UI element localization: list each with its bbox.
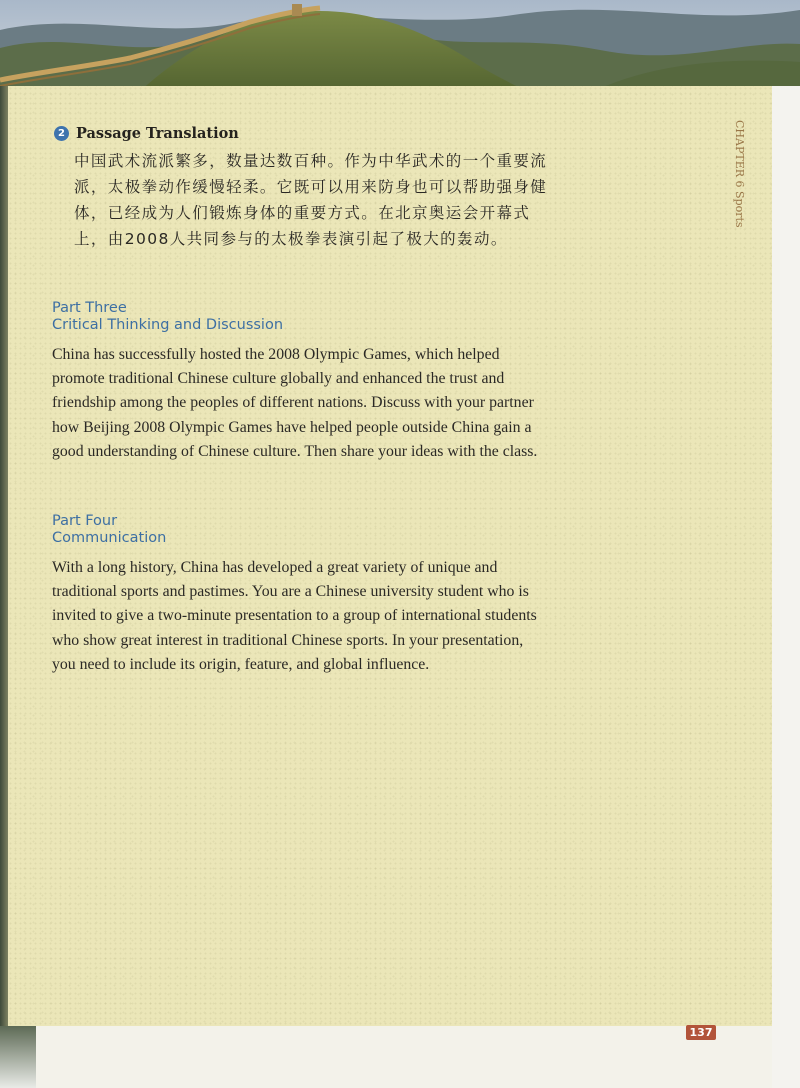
part-four-title: Communication: [52, 530, 167, 547]
part-four-text: With a long history, China has developed a great variety of unique and traditional sports and pastimes. You are a Chinese university student who is invited to give a two-minute presentation to a group of international students who show great interest in traditional Chinese sports. In your presentation, you need to include its origin, feature, and global influence.: [52, 559, 537, 673]
task-number-badge: 2: [54, 126, 69, 141]
part-four-label: Part Four: [52, 513, 118, 530]
chapter-label: CHAPTER 6: [733, 120, 746, 188]
chapter-title: Sports: [733, 191, 746, 228]
part-three-text: China has successfully hosted the 2008 Olympic Games, which helped promote traditional Chinese culture globally and enhanced the trust and friendship among the peoples of different nations. Discuss with your partner how Beijing 2008 Olympic Games have helped people outside China gain a good understanding of Chinese culture. Then share your ideas with the class.: [52, 346, 538, 460]
passage-translation-heading: [54, 125, 572, 142]
chinese-passage-text: 中国武术流派繁多，数量达数百种。作为中华武术的一个重要流派，太极拳动作缓慢轻柔。它既可以用来防身也可以帮助强身健体，已经成为人们锻炼身体的重要方式。在北京奥运会开幕式上，由2008人共同参与的太极拳表演引起了极大的轰动。: [74, 152, 548, 248]
page-number-badge: 137: [686, 1025, 716, 1040]
part-four-section: [52, 513, 572, 677]
right-page-edge: [772, 86, 800, 1088]
part-three-section: [52, 300, 572, 464]
part-three-title: Critical Thinking and Discussion: [52, 317, 284, 333]
part-three-label: Part Three: [52, 300, 127, 316]
passage-translation-section: [52, 125, 572, 252]
passage-translation-title: Passage Translation: [76, 125, 239, 142]
chapter-side-tab: [733, 120, 746, 228]
page-content: [52, 125, 572, 677]
bottom-left-photo-corner: [0, 1026, 36, 1088]
